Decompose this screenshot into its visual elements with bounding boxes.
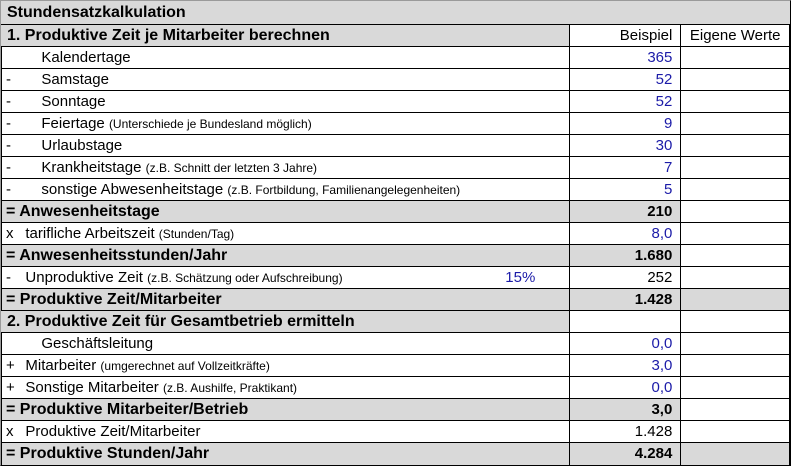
- example-value: 3,0: [569, 355, 682, 376]
- sum-value: 4.284: [569, 443, 682, 465]
- row-label: Samstage: [41, 71, 109, 88]
- row-tarifliche-arbeitszeit: [1, 223, 790, 245]
- row-operator: -: [1, 69, 25, 90]
- row-label: Urlaubstage: [41, 137, 123, 154]
- example-value: 0,0: [569, 333, 682, 354]
- row-label: Unproduktive Zeit: [25, 269, 148, 286]
- own-value-input[interactable]: [681, 245, 790, 266]
- own-value-input[interactable]: [681, 399, 790, 420]
- row-operator: -: [1, 91, 25, 112]
- row-label: tarifliche Arbeitszeit: [25, 225, 159, 242]
- row-sum-produktive-zeit: [1, 289, 790, 311]
- own-value-input[interactable]: [681, 377, 790, 398]
- row-unproduktive-zeit: [1, 267, 790, 289]
- row-operator: -: [1, 113, 25, 134]
- row-note: (Unterschiede je Bundesland möglich): [108, 117, 312, 131]
- row-sum-anwesenheitsstunden: [1, 245, 790, 267]
- own-value-input[interactable]: [681, 443, 790, 465]
- own-value-input[interactable]: [681, 201, 790, 222]
- sum-value: 1.680: [569, 245, 682, 266]
- sum-label: = Anwesenheitsstunden/Jahr: [6, 247, 228, 264]
- row-sonstige-abwesenheitstage: [1, 179, 790, 201]
- sum-label: = Produktive Stunden/Jahr: [6, 445, 210, 462]
- row-label: Mitarbeiter: [25, 357, 101, 374]
- own-value-input[interactable]: [681, 47, 790, 68]
- sum-value: 1.428: [569, 289, 682, 310]
- own-value-input[interactable]: [681, 69, 790, 90]
- example-value: 9: [569, 113, 682, 134]
- example-value: 5: [569, 179, 682, 200]
- example-value: 52: [569, 91, 682, 112]
- sum-value: 3,0: [569, 399, 682, 420]
- own-value-input[interactable]: [681, 289, 790, 310]
- row-sum-produktive-stunden: [1, 443, 790, 465]
- row-sonstige-mitarbeiter: [1, 377, 790, 399]
- row-note: (umgerechnet auf Vollzeitkräfte): [100, 359, 270, 373]
- sum-label: = Produktive Zeit/Mitarbeiter: [6, 291, 222, 308]
- own-value-input[interactable]: [681, 179, 790, 200]
- row-operator: +: [1, 377, 25, 398]
- row-urlaubstage: [1, 135, 790, 157]
- example-value: 252: [569, 267, 682, 288]
- row-operator: x: [1, 223, 25, 244]
- own-value-input[interactable]: [681, 421, 790, 442]
- row-operator: -: [1, 179, 25, 200]
- row-samstage: [1, 69, 790, 91]
- row-label: Krankheitstage: [41, 159, 146, 176]
- row-operator: +: [1, 355, 25, 376]
- row-sum-anwesenheitstage: [1, 201, 790, 223]
- own-value-input[interactable]: [681, 267, 790, 288]
- row-operator: -: [1, 157, 25, 178]
- section1-header-row: [1, 25, 790, 47]
- row-operator: [1, 47, 25, 68]
- row-operator: -: [1, 135, 25, 156]
- own-value-input[interactable]: [681, 355, 790, 376]
- row-operator: [1, 333, 25, 354]
- row-produktive-zeit-mitarbeiter: [1, 421, 790, 443]
- row-sum-produktive-mitarbeiter: [1, 399, 790, 421]
- row-label: sonstige Abwesenheitstage: [41, 181, 228, 198]
- sum-label: = Anwesenheitstage: [6, 203, 160, 220]
- own-value-input[interactable]: [681, 91, 790, 112]
- row-note: (z.B. Schnitt der letzten 3 Jahre): [145, 161, 318, 175]
- row-krankheitstage: [1, 157, 790, 179]
- sheet-title-row: [1, 1, 790, 25]
- sum-value: 210: [569, 201, 682, 222]
- row-operator: -: [1, 267, 25, 288]
- example-value: 0,0: [569, 377, 682, 398]
- section2-heading: 2. Produktive Zeit für Gesamtbetrieb ermitteln: [7, 313, 355, 330]
- own-value-input[interactable]: [681, 223, 790, 244]
- row-operator: x: [1, 421, 25, 442]
- row-label: Kalendertage: [41, 49, 131, 66]
- own-value-input[interactable]: [681, 113, 790, 134]
- row-note: (Stunden/Tag): [158, 227, 235, 241]
- column-header-own-values: Eigene Werte: [681, 25, 790, 46]
- example-value: 7: [569, 157, 682, 178]
- example-value: 52: [569, 69, 682, 90]
- sum-label: = Produktive Mitarbeiter/Betrieb: [6, 401, 249, 418]
- example-value: 1.428: [569, 421, 682, 442]
- own-value-input[interactable]: [681, 333, 790, 354]
- example-value: 365: [569, 47, 682, 68]
- row-note: (z.B. Aushilfe, Praktikant): [162, 381, 298, 395]
- row-geschaeftsleitung: [1, 333, 790, 355]
- percent-value[interactable]: 15%: [505, 269, 536, 286]
- row-label: Sonstige Mitarbeiter: [25, 379, 163, 396]
- own-value-input[interactable]: [681, 135, 790, 156]
- row-sonntage: [1, 91, 790, 113]
- row-label: Produktive Zeit/Mitarbeiter: [25, 423, 201, 440]
- row-kalendertage: [1, 47, 790, 69]
- section1-heading: 1. Produktive Zeit je Mitarbeiter berechnen: [7, 27, 330, 44]
- example-value: 30: [569, 135, 682, 156]
- row-note: (z.B. Schätzung oder Aufschreibung): [147, 271, 343, 285]
- row-label: Sonntage: [41, 93, 106, 110]
- sheet-title: Stundensatzkalkulation: [7, 4, 186, 21]
- row-label: Feiertage: [41, 115, 109, 132]
- column-header-example: Beispiel: [569, 25, 682, 46]
- row-note: (z.B. Fortbildung, Familienangelegenheiten): [227, 183, 461, 197]
- own-value-input[interactable]: [681, 157, 790, 178]
- row-label: Geschäftsleitung: [41, 335, 154, 352]
- row-feiertage: [1, 113, 790, 135]
- example-value: 8,0: [569, 223, 682, 244]
- section2-header-row: [1, 311, 790, 333]
- row-mitarbeiter: [1, 355, 790, 377]
